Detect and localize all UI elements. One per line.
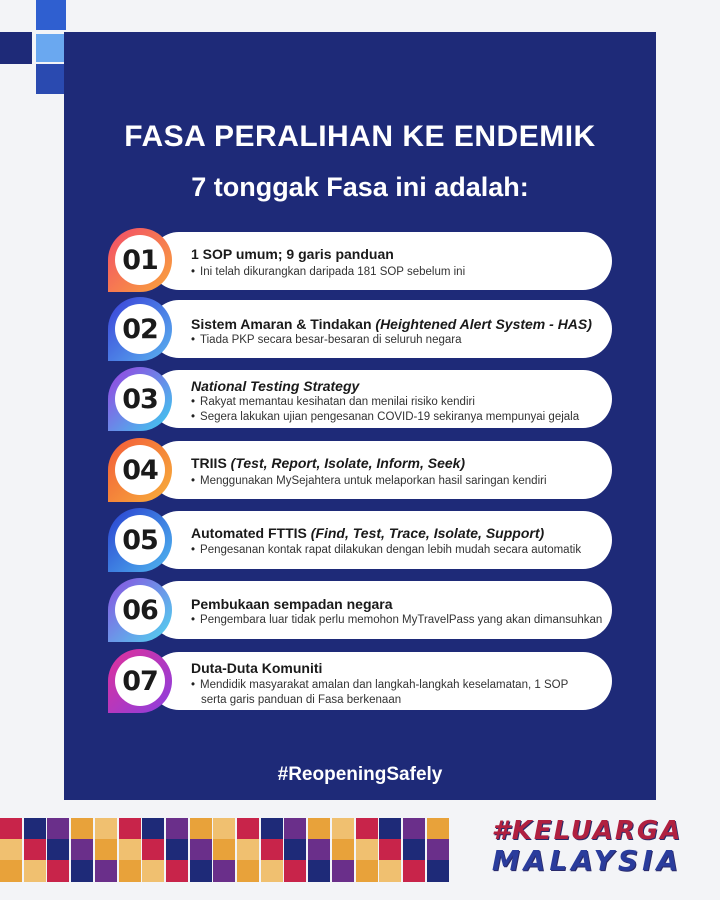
mosaic-tile — [166, 839, 188, 861]
mosaic-tile — [403, 818, 425, 840]
page-title: FASA PERALIHAN KE ENDEMIK — [124, 120, 596, 153]
mosaic-tile — [190, 839, 212, 861]
corner-block-dark — [0, 32, 32, 64]
number-badge — [108, 649, 172, 713]
number-badge — [108, 508, 172, 572]
pillar-bullet: • Pengembara luar tidak perlu memohon MyTravelPass yang akan dimansuhkan — [191, 614, 602, 626]
pillar-title: Duta-Duta Komuniti — [191, 660, 323, 676]
mosaic-tile — [166, 818, 188, 840]
mosaic-tile — [261, 839, 283, 861]
color-mosaic — [0, 818, 452, 882]
mosaic-tile — [379, 860, 401, 882]
mosaic-tile — [0, 860, 22, 882]
mosaic-tile — [261, 818, 283, 840]
mosaic-tile — [119, 860, 141, 882]
pillar-bullet: • Ini telah dikurangkan daripada 181 SOP sebelum ini — [191, 266, 465, 278]
mosaic-tile — [284, 839, 306, 861]
mosaic-tile — [119, 839, 141, 861]
number-badge — [108, 228, 172, 292]
mosaic-tile — [24, 860, 46, 882]
mosaic-tile — [332, 839, 354, 861]
mosaic-tile — [47, 860, 69, 882]
mosaic-tile — [356, 818, 378, 840]
number-badge — [108, 438, 172, 502]
mosaic-tile — [379, 818, 401, 840]
mosaic-tile — [403, 839, 425, 861]
mosaic-tile — [213, 839, 235, 861]
number-label: 04 — [115, 445, 165, 495]
mosaic-tile — [142, 818, 164, 840]
mosaic-tile — [237, 818, 259, 840]
mosaic-tile — [308, 839, 330, 861]
brand-line-1: #KELUARGA — [491, 816, 683, 846]
number-label: 01 — [115, 235, 165, 285]
mosaic-tile — [379, 839, 401, 861]
mosaic-tile — [71, 860, 93, 882]
mosaic-tile — [95, 860, 117, 882]
mosaic-tile — [47, 839, 69, 861]
brand-line-2: MALAYSIA — [491, 844, 683, 877]
mosaic-tile — [356, 860, 378, 882]
mosaic-tile — [213, 818, 235, 840]
page-subtitle: 7 tonggak Fasa ini adalah: — [191, 172, 529, 202]
mosaic-tile — [213, 860, 235, 882]
mosaic-tile — [0, 818, 22, 840]
mosaic-tile — [284, 818, 306, 840]
pillar-title: Automated FTTIS (Find, Test, Trace, Isolate, Support) — [191, 525, 545, 541]
mosaic-tile — [47, 818, 69, 840]
pillar-bullet-continued: serta garis panduan di Fasa berkenaan — [201, 694, 402, 706]
pillar-bullet: • Segera lakukan ujian pengesanan COVID-19 sekiranya mempunyai gejala — [191, 411, 579, 423]
number-label: 03 — [115, 374, 165, 424]
mosaic-tile — [237, 839, 259, 861]
pillar-title: 1 SOP umum; 9 garis panduan — [191, 246, 394, 262]
pillar-bullet: • Pengesanan kontak rapat dilakukan dengan lebih mudah secara automatik — [191, 544, 581, 556]
mosaic-tile — [332, 860, 354, 882]
corner-block-small — [36, 64, 64, 94]
mosaic-tile — [24, 818, 46, 840]
number-label: 06 — [115, 585, 165, 635]
mosaic-tile — [356, 839, 378, 861]
pillar-title: TRIIS (Test, Report, Isolate, Inform, Seek) — [191, 455, 466, 471]
mosaic-tile — [261, 860, 283, 882]
mosaic-tile — [427, 839, 449, 861]
pillar-bullet: • Menggunakan MySejahtera untuk melaporkan hasil saringan kendiri — [191, 475, 547, 487]
mosaic-tile — [308, 818, 330, 840]
mosaic-tile — [308, 860, 330, 882]
mosaic-tile — [142, 839, 164, 861]
mosaic-tile — [71, 839, 93, 861]
mosaic-tile — [71, 818, 93, 840]
mosaic-tile — [166, 860, 188, 882]
mosaic-tile — [427, 818, 449, 840]
number-label: 07 — [115, 656, 165, 706]
mosaic-tile — [142, 860, 164, 882]
pillar-title: National Testing Strategy — [191, 378, 360, 394]
mosaic-tile — [427, 860, 449, 882]
mosaic-tile — [332, 818, 354, 840]
mosaic-tile — [284, 860, 306, 882]
mosaic-tile — [190, 860, 212, 882]
mosaic-tile — [119, 818, 141, 840]
corner-block-light — [36, 34, 64, 62]
pillar-bullet: • Tiada PKP secara besar-besaran di seluruh negara — [191, 334, 462, 346]
number-label: 02 — [115, 304, 165, 354]
number-badge — [108, 367, 172, 431]
corner-block-blue — [36, 0, 66, 30]
pillar-title: Sistem Amaran & Tindakan (Heightened Alert System - HAS) — [191, 316, 592, 332]
pillar-bullet: • Rakyat memantau kesihatan dan menilai risiko kendiri — [191, 396, 475, 408]
number-label: 05 — [115, 515, 165, 565]
mosaic-tile — [237, 860, 259, 882]
keluarga-malaysia-logo — [472, 816, 702, 876]
mosaic-tile — [24, 839, 46, 861]
mosaic-tile — [95, 839, 117, 861]
mosaic-tile — [403, 860, 425, 882]
mosaic-tile — [0, 839, 22, 861]
mosaic-tile — [95, 818, 117, 840]
number-badge — [108, 578, 172, 642]
pillar-title: Pembukaan sempadan negara — [191, 596, 393, 612]
pillar-bullet: • Mendidik masyarakat amalan dan langkah-langkah keselamatan, 1 SOP — [191, 679, 568, 691]
hashtag: #ReopeningSafely — [277, 764, 443, 785]
number-badge — [108, 297, 172, 361]
mosaic-tile — [190, 818, 212, 840]
